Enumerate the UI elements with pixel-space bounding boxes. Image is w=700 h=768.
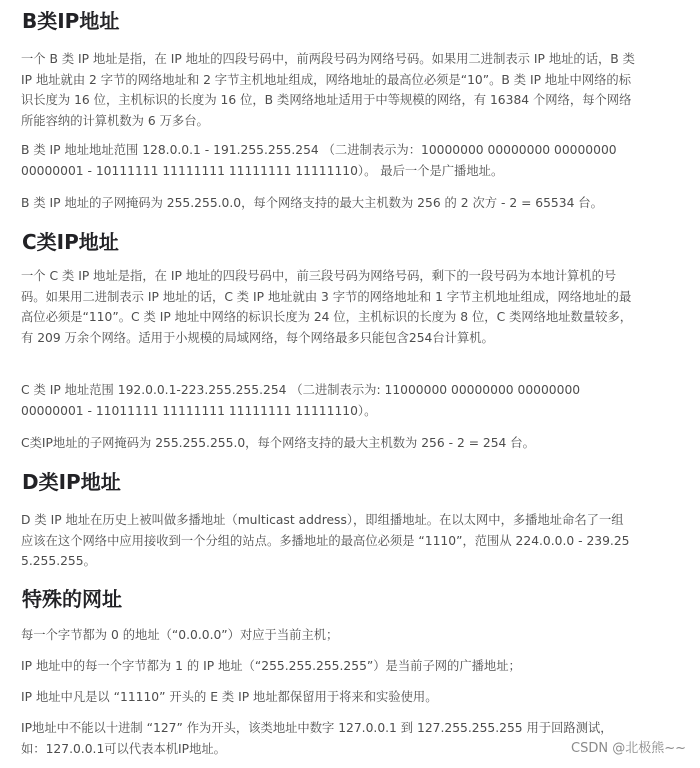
paragraph-class-d-intro: D 类 IP 地址在历史上被叫做多播地址（multicast address），即组播地址。在以太网中，多播地址命名了一组应该在这个网络中应用接收到一个分组的站点。多播地址的最高位必须是 “1110”，范围从 224.0.0.0 - 239.255.255.255。: [21, 513, 630, 569]
paragraph-class-b-range: B 类 IP 地址地址范围 128.0.0.1 - 191.255.255.254 （二进制表示为：10000000 00000000 00000000 00000001 - 10111111 11111111 11111111 11111110）。 最后一个是广播地址。: [21, 143, 617, 178]
paragraph-class-b-intro: 一个 B 类 IP 地址是指，在 IP 地址的四段号码中，前两段号码为网络号码。如果用二进制表示 IP 地址的话，B 类 IP 地址就由 2 字节的网络地址和 2 字节主机地址组成，网络地址的最高位必须是“10”。B 类 IP 地址中网络的标识长度为 16 位，主机标识的长度为 16 位，B 类网络地址适用于中等规模的网络，有 16384 个网络，每个网络所能容纳的计算机数为 6 万多台。: [21, 52, 635, 128]
section-heading-class-b: B类IP地址: [22, 9, 120, 33]
paragraph-class-c-intro: 一个 C 类 IP 地址是指，在 IP 地址的四段号码中，前三段号码为网络号码，剩下的一段号码为本地计算机的号码。如果用二进制表示 IP 地址的话，C 类 IP 地址就由 3 字节的网络地址和 1 字节主机地址组成，网络地址的最高位必须是“110”。C 类 IP 地址中网络的标识长度为 24 位，主机标识的长度为 8 位，C 类网络地址数量较多，有 209 万余个网络。适用于小规模的局域网络，每个网络最多只能包含254台计算机。: [21, 269, 633, 345]
csdn-watermark: CSDN @北极熊~~: [571, 741, 686, 756]
paragraph-special-class-e: IP 地址中凡是以 “11110” 开头的 E 类 IP 地址都保留用于将来和实验使用。: [21, 690, 438, 704]
section-heading-class-c: C类IP地址: [22, 230, 119, 254]
paragraph-special-loopback: IP地址中不能以十进制 “127” 作为开头，该类地址中数字 127.0.0.1 到 127.255.255.255 用于回路测试，如：127.0.0.1可以代表本机IP地址。: [21, 721, 613, 756]
paragraph-class-c-range: C 类 IP 地址范围 192.0.0.1-223.255.255.254 （二进制表示为: 11000000 00000000 00000000 00000001 - 11011111 11111111 11111111 11111110）。: [21, 383, 581, 418]
paragraph-special-zero: 每一个字节都为 0 的地址（“0.0.0.0”）对应于当前主机；: [21, 628, 339, 642]
paragraph-class-b-mask: B 类 IP 地址的子网掩码为 255.255.0.0，每个网络支持的最大主机数为 256 的 2 次方 - 2 = 65534 台。: [21, 196, 603, 210]
section-heading-special-addresses: 特殊的网址: [22, 587, 122, 611]
paragraph-class-c-mask: C类IP地址的子网掩码为 255.255.255.0，每个网络支持的最大主机数为 256 - 2 = 254 台。: [21, 436, 535, 450]
paragraph-special-broadcast: IP 地址中的每一个字节都为 1 的 IP 地址（“255.255.255.255”）是当前子网的广播地址；: [21, 659, 521, 673]
section-heading-class-d: D类IP地址: [22, 470, 121, 494]
